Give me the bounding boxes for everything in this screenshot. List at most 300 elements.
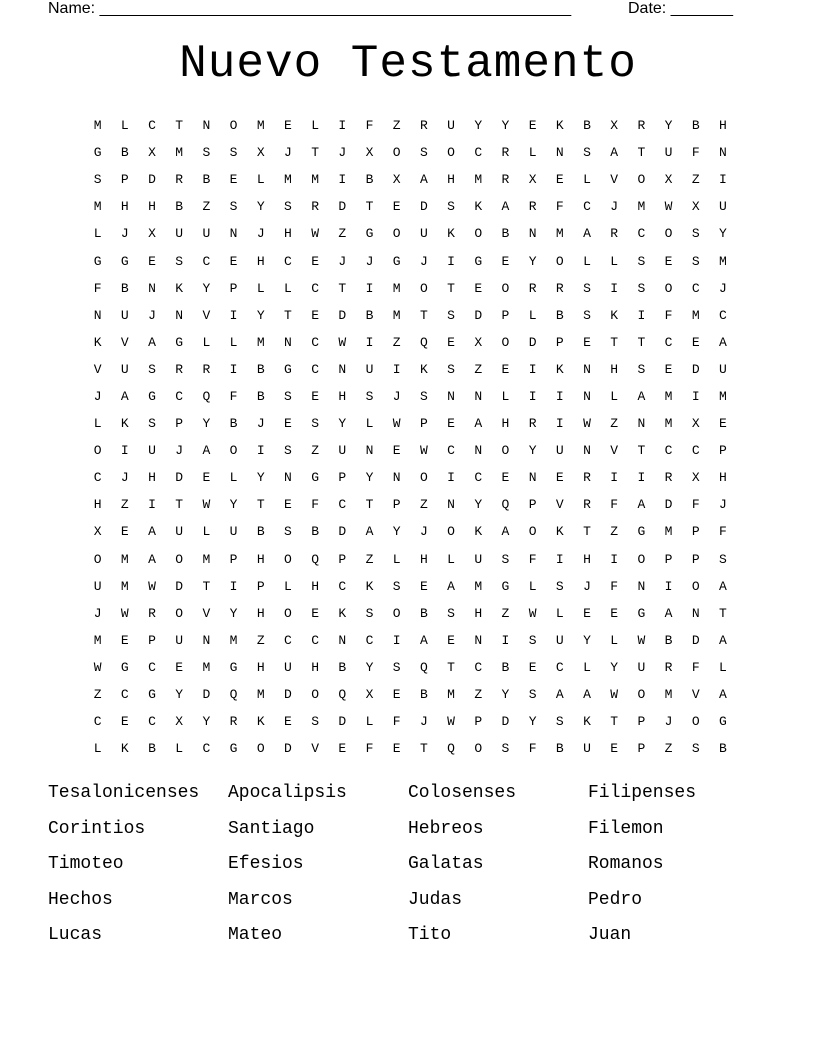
grid-letter: B (555, 307, 564, 323)
grid-letter: B (120, 280, 129, 296)
grid-letter: Y (528, 253, 537, 269)
grid-letter: A (474, 416, 483, 432)
grid-letter: F (691, 497, 700, 513)
grid-letter: L (229, 470, 238, 486)
grid-letter: N (202, 632, 211, 648)
grid-letter: M (256, 687, 265, 703)
grid-letter: G (229, 659, 238, 675)
grid-row (84, 329, 737, 356)
grid-letter: K (93, 334, 102, 350)
grid-letter: U (474, 551, 483, 567)
grid-letter: A (664, 605, 673, 621)
grid-letter: D (284, 687, 292, 703)
grid-letter: U (365, 361, 374, 377)
grid-letter: M (392, 307, 401, 323)
grid-letter: N (583, 361, 591, 377)
grid-letter: E (528, 659, 537, 675)
grid-letter: B (555, 741, 564, 757)
grid-letter: P (175, 416, 184, 432)
grid-letter: C (284, 253, 292, 269)
grid-letter: X (365, 687, 374, 703)
grid-row (84, 464, 737, 491)
grid-letter: H (719, 118, 727, 134)
grid-letter: O (392, 605, 401, 621)
grid-letter: Y (719, 226, 727, 242)
grid-letter: G (148, 687, 156, 703)
grid-letter: G (120, 253, 129, 269)
grid-letter: X (474, 334, 483, 350)
grid-letter: P (338, 551, 347, 567)
grid-letter: V (93, 361, 102, 377)
grid-letter: Y (256, 199, 265, 215)
grid-letter: E (120, 524, 129, 540)
grid-letter: S (284, 524, 292, 540)
grid-letter: I (229, 578, 238, 594)
grid-letter: N (555, 145, 564, 161)
grid-letter: J (175, 443, 184, 459)
grid-letter: W (664, 199, 673, 215)
grid-letter: S (447, 199, 455, 215)
grid-letter: I (610, 551, 619, 567)
grid-letter: D (175, 578, 184, 594)
grid-letter: G (93, 253, 102, 269)
date-field-label: Date: _______ (628, 0, 733, 17)
grid-letter: C (93, 714, 102, 730)
grid-letter: D (474, 307, 483, 323)
grid-letter: M (447, 687, 455, 703)
grid-row (84, 627, 737, 654)
grid-letter: S (583, 280, 591, 296)
grid-letter: A (501, 524, 510, 540)
grid-letter: H (311, 578, 319, 594)
grid-letter: O (637, 172, 646, 188)
grid-letter: O (284, 605, 292, 621)
grid-letter: S (555, 714, 564, 730)
grid-letter: D (691, 632, 700, 648)
grid-letter: Z (256, 632, 265, 648)
grid-letter: S (719, 551, 727, 567)
grid-letter: Y (392, 524, 401, 540)
grid-letter: E (392, 741, 401, 757)
grid-letter: U (202, 226, 211, 242)
grid-letter: O (528, 524, 537, 540)
grid-row (84, 139, 737, 166)
grid-letter: I (501, 632, 510, 648)
grid-letter: M (93, 199, 102, 215)
grid-letter: S (229, 145, 238, 161)
grid-letter: O (637, 687, 646, 703)
grid-letter: K (610, 307, 619, 323)
grid-letter: X (691, 199, 700, 215)
grid-letter: J (419, 524, 428, 540)
grid-letter: U (148, 443, 156, 459)
grid-letter: P (419, 416, 428, 432)
grid-letter: F (365, 118, 374, 134)
grid-letter: M (202, 659, 211, 675)
grid-letter: S (392, 578, 401, 594)
grid-letter: I (392, 632, 401, 648)
grid-letter: K (419, 361, 428, 377)
grid-letter: B (419, 687, 428, 703)
grid-letter: J (120, 226, 129, 242)
grid-letter: E (528, 118, 537, 134)
grid-letter: G (229, 741, 238, 757)
grid-letter: U (447, 118, 455, 134)
grid-letter: J (719, 280, 727, 296)
grid-letter: Y (474, 497, 483, 513)
grid-letter: Q (311, 551, 319, 567)
grid-letter: D (501, 714, 510, 730)
grid-letter: Z (610, 524, 619, 540)
grid-letter: X (93, 524, 102, 540)
grid-letter: R (637, 118, 646, 134)
grid-letter: G (719, 714, 727, 730)
grid-letter: J (93, 605, 102, 621)
header (48, 0, 748, 20)
grid-letter: A (501, 199, 510, 215)
grid-letter: A (365, 524, 374, 540)
grid-letter: E (284, 714, 292, 730)
grid-letter: G (501, 578, 510, 594)
grid-letter: U (555, 632, 564, 648)
grid-letter: I (338, 118, 347, 134)
grid-letter: E (338, 741, 347, 757)
grid-letter: L (202, 334, 211, 350)
grid-letter: B (202, 172, 211, 188)
grid-letter: T (256, 497, 265, 513)
grid-letter: H (120, 199, 129, 215)
grid-letter: U (664, 145, 673, 161)
grid-letter: L (256, 172, 265, 188)
grid-letter: M (175, 145, 184, 161)
grid-letter: N (474, 632, 483, 648)
grid-letter: E (392, 687, 401, 703)
grid-letter: I (691, 388, 700, 404)
grid-letter: A (583, 226, 591, 242)
grid-letter: O (447, 145, 455, 161)
grid-letter: I (365, 334, 374, 350)
grid-letter: D (148, 172, 156, 188)
grid-letter: K (338, 605, 347, 621)
grid-letter: R (664, 659, 673, 675)
grid-letter: C (311, 280, 319, 296)
grid-letter: X (148, 145, 156, 161)
grid-letter: I (120, 443, 129, 459)
grid-letter: M (555, 226, 564, 242)
grid-letter: L (447, 551, 455, 567)
grid-letter: L (175, 741, 184, 757)
grid-letter: W (392, 416, 401, 432)
grid-letter: T (583, 524, 591, 540)
grid-letter: A (148, 334, 156, 350)
grid-letter: K (474, 199, 483, 215)
grid-letter: O (93, 551, 102, 567)
grid-letter: I (719, 172, 727, 188)
grid-letter: M (93, 118, 102, 134)
grid-letter: B (583, 118, 591, 134)
grid-letter: B (365, 172, 374, 188)
grid-letter: I (148, 497, 156, 513)
grid-letter: B (501, 659, 510, 675)
grid-letter: F (365, 741, 374, 757)
grid-letter: S (691, 253, 700, 269)
grid-letter: N (284, 470, 292, 486)
grid-letter: M (474, 172, 483, 188)
grid-letter: E (501, 253, 510, 269)
grid-letter: I (447, 470, 455, 486)
grid-letter: W (338, 334, 347, 350)
grid-letter: B (719, 741, 727, 757)
grid-letter: L (555, 605, 564, 621)
grid-letter: S (311, 714, 319, 730)
grid-letter: O (175, 551, 184, 567)
grid-letter: E (120, 632, 129, 648)
grid-letter: O (311, 687, 319, 703)
grid-letter: R (175, 172, 184, 188)
grid-letter: S (148, 416, 156, 432)
grid-letter: X (365, 145, 374, 161)
grid-letter: I (365, 280, 374, 296)
grid-letter: R (528, 416, 537, 432)
grid-letter: O (637, 551, 646, 567)
grid-letter: G (284, 361, 292, 377)
grid-letter: O (447, 524, 455, 540)
grid-letter: J (419, 253, 428, 269)
grid-letter: L (93, 226, 102, 242)
grid-letter: B (419, 605, 428, 621)
grid-letter: W (148, 578, 156, 594)
grid-letter: A (447, 578, 455, 594)
grid-letter: R (311, 199, 319, 215)
grid-letter: S (691, 226, 700, 242)
word-list-item: Hebreos (408, 818, 484, 839)
grid-letter: U (637, 659, 646, 675)
grid-letter: I (447, 253, 455, 269)
grid-letter: X (392, 172, 401, 188)
grid-letter: L (610, 632, 619, 648)
grid-letter: L (284, 280, 292, 296)
grid-letter: H (148, 199, 156, 215)
grid-letter: M (474, 578, 483, 594)
grid-letter: F (528, 551, 537, 567)
grid-letter: M (719, 388, 727, 404)
grid-letter: X (148, 226, 156, 242)
grid-letter: E (392, 199, 401, 215)
grid-letter: E (501, 361, 510, 377)
grid-letter: G (392, 253, 401, 269)
grid-letter: B (256, 361, 265, 377)
grid-letter: R (583, 470, 591, 486)
grid-letter: X (691, 470, 700, 486)
grid-letter: C (474, 145, 483, 161)
grid-letter: O (474, 226, 483, 242)
grid-letter: K (256, 714, 265, 730)
grid-letter: P (338, 470, 347, 486)
grid-letter: C (120, 687, 129, 703)
grid-letter: C (311, 632, 319, 648)
grid-letter: D (338, 524, 347, 540)
grid-letter: U (555, 443, 564, 459)
grid-letter: T (175, 118, 184, 134)
grid-letter: A (148, 524, 156, 540)
grid-letter: U (120, 307, 129, 323)
page-title: Nuevo Testamento (179, 38, 637, 90)
grid-letter: S (175, 253, 184, 269)
grid-letter: Z (610, 416, 619, 432)
grid-letter: E (555, 172, 564, 188)
grid-letter: C (474, 659, 483, 675)
grid-letter: A (719, 334, 727, 350)
grid-letter: C (148, 714, 156, 730)
grid-letter: Y (338, 416, 347, 432)
word-list (48, 780, 768, 958)
grid-letter: N (284, 334, 292, 350)
grid-letter: I (555, 388, 564, 404)
grid-letter: E (175, 659, 184, 675)
grid-letter: P (719, 443, 727, 459)
grid-letter: H (311, 659, 319, 675)
grid-letter: L (392, 551, 401, 567)
grid-letter: L (528, 307, 537, 323)
grid-row (84, 383, 737, 410)
letter-grid (84, 112, 737, 762)
grid-letter: B (256, 524, 265, 540)
grid-letter: U (338, 443, 347, 459)
grid-letter: A (202, 443, 211, 459)
grid-letter: C (175, 388, 184, 404)
grid-letter: Y (528, 443, 537, 459)
grid-letter: D (175, 470, 184, 486)
grid-letter: D (338, 307, 347, 323)
grid-row (84, 681, 737, 708)
grid-letter: R (501, 172, 510, 188)
grid-letter: V (202, 605, 211, 621)
grid-letter: H (419, 551, 428, 567)
grid-letter: M (637, 199, 646, 215)
grid-letter: M (120, 551, 129, 567)
grid-letter: Z (392, 118, 401, 134)
grid-letter: M (229, 632, 238, 648)
grid-row (84, 112, 737, 139)
grid-row (84, 275, 737, 302)
grid-letter: N (202, 118, 211, 134)
word-list-item: Romanos (588, 854, 664, 875)
grid-letter: P (691, 524, 700, 540)
grid-letter: T (365, 199, 374, 215)
grid-letter: L (120, 118, 129, 134)
grid-letter: M (691, 307, 700, 323)
grid-letter: R (419, 118, 428, 134)
grid-letter: O (691, 578, 700, 594)
grid-letter: K (447, 226, 455, 242)
grid-letter: Q (229, 687, 238, 703)
grid-letter: N (392, 470, 401, 486)
grid-letter: W (419, 443, 428, 459)
grid-letter: A (148, 551, 156, 567)
grid-letter: J (256, 416, 265, 432)
grid-letter: W (311, 226, 319, 242)
grid-letter: R (202, 361, 211, 377)
grid-letter: Q (338, 687, 347, 703)
grid-letter: T (175, 497, 184, 513)
word-list-item: Tito (408, 925, 452, 946)
grid-letter: A (583, 687, 591, 703)
word-list-item: Efesios (228, 854, 304, 875)
grid-letter: Y (528, 714, 537, 730)
grid-letter: E (583, 334, 591, 350)
grid-letter: S (583, 307, 591, 323)
grid-letter: V (555, 497, 564, 513)
grid-letter: K (555, 118, 564, 134)
grid-letter: I (392, 361, 401, 377)
grid-letter: S (501, 741, 510, 757)
grid-letter: P (256, 578, 265, 594)
grid-letter: S (202, 145, 211, 161)
grid-letter: U (175, 524, 184, 540)
grid-letter: Y (501, 687, 510, 703)
grid-letter: I (338, 172, 347, 188)
grid-letter: K (365, 578, 374, 594)
grid-letter: I (528, 388, 537, 404)
grid-letter: L (93, 416, 102, 432)
grid-letter: N (148, 280, 156, 296)
grid-letter: E (229, 172, 238, 188)
grid-letter: K (583, 714, 591, 730)
grid-letter: S (311, 416, 319, 432)
grid-letter: L (365, 714, 374, 730)
name-field-label: Name: _____________________________________________________ (48, 0, 572, 17)
grid-letter: O (419, 280, 428, 296)
grid-letter: B (256, 388, 265, 404)
grid-letter: Z (202, 199, 211, 215)
grid-letter: W (202, 497, 211, 513)
grid-letter: H (474, 605, 483, 621)
grid-letter: E (148, 253, 156, 269)
grid-letter: A (719, 578, 727, 594)
grid-letter: U (583, 741, 591, 757)
grid-letter: L (719, 659, 727, 675)
grid-letter: V (610, 172, 619, 188)
word-list-item: Lucas (48, 925, 103, 946)
grid-letter: E (610, 741, 619, 757)
grid-letter: A (419, 172, 428, 188)
grid-letter: P (501, 307, 510, 323)
grid-letter: O (175, 605, 184, 621)
grid-letter: E (311, 388, 319, 404)
grid-letter: M (256, 334, 265, 350)
grid-letter: N (474, 443, 483, 459)
grid-letter: L (229, 334, 238, 350)
grid-letter: J (365, 253, 374, 269)
grid-letter: T (637, 334, 646, 350)
grid-letter: R (148, 605, 156, 621)
grid-letter: D (528, 334, 537, 350)
grid-letter: R (555, 280, 564, 296)
grid-letter: N (691, 605, 700, 621)
grid-letter: E (447, 334, 455, 350)
grid-row (84, 600, 737, 627)
grid-letter: H (447, 172, 455, 188)
grid-letter: N (338, 361, 347, 377)
grid-letter: B (501, 226, 510, 242)
grid-letter: A (637, 388, 646, 404)
grid-letter: S (528, 632, 537, 648)
grid-letter: T (637, 443, 646, 459)
grid-letter: E (610, 605, 619, 621)
grid-letter: S (419, 145, 428, 161)
grid-letter: I (229, 307, 238, 323)
grid-letter: H (256, 659, 265, 675)
